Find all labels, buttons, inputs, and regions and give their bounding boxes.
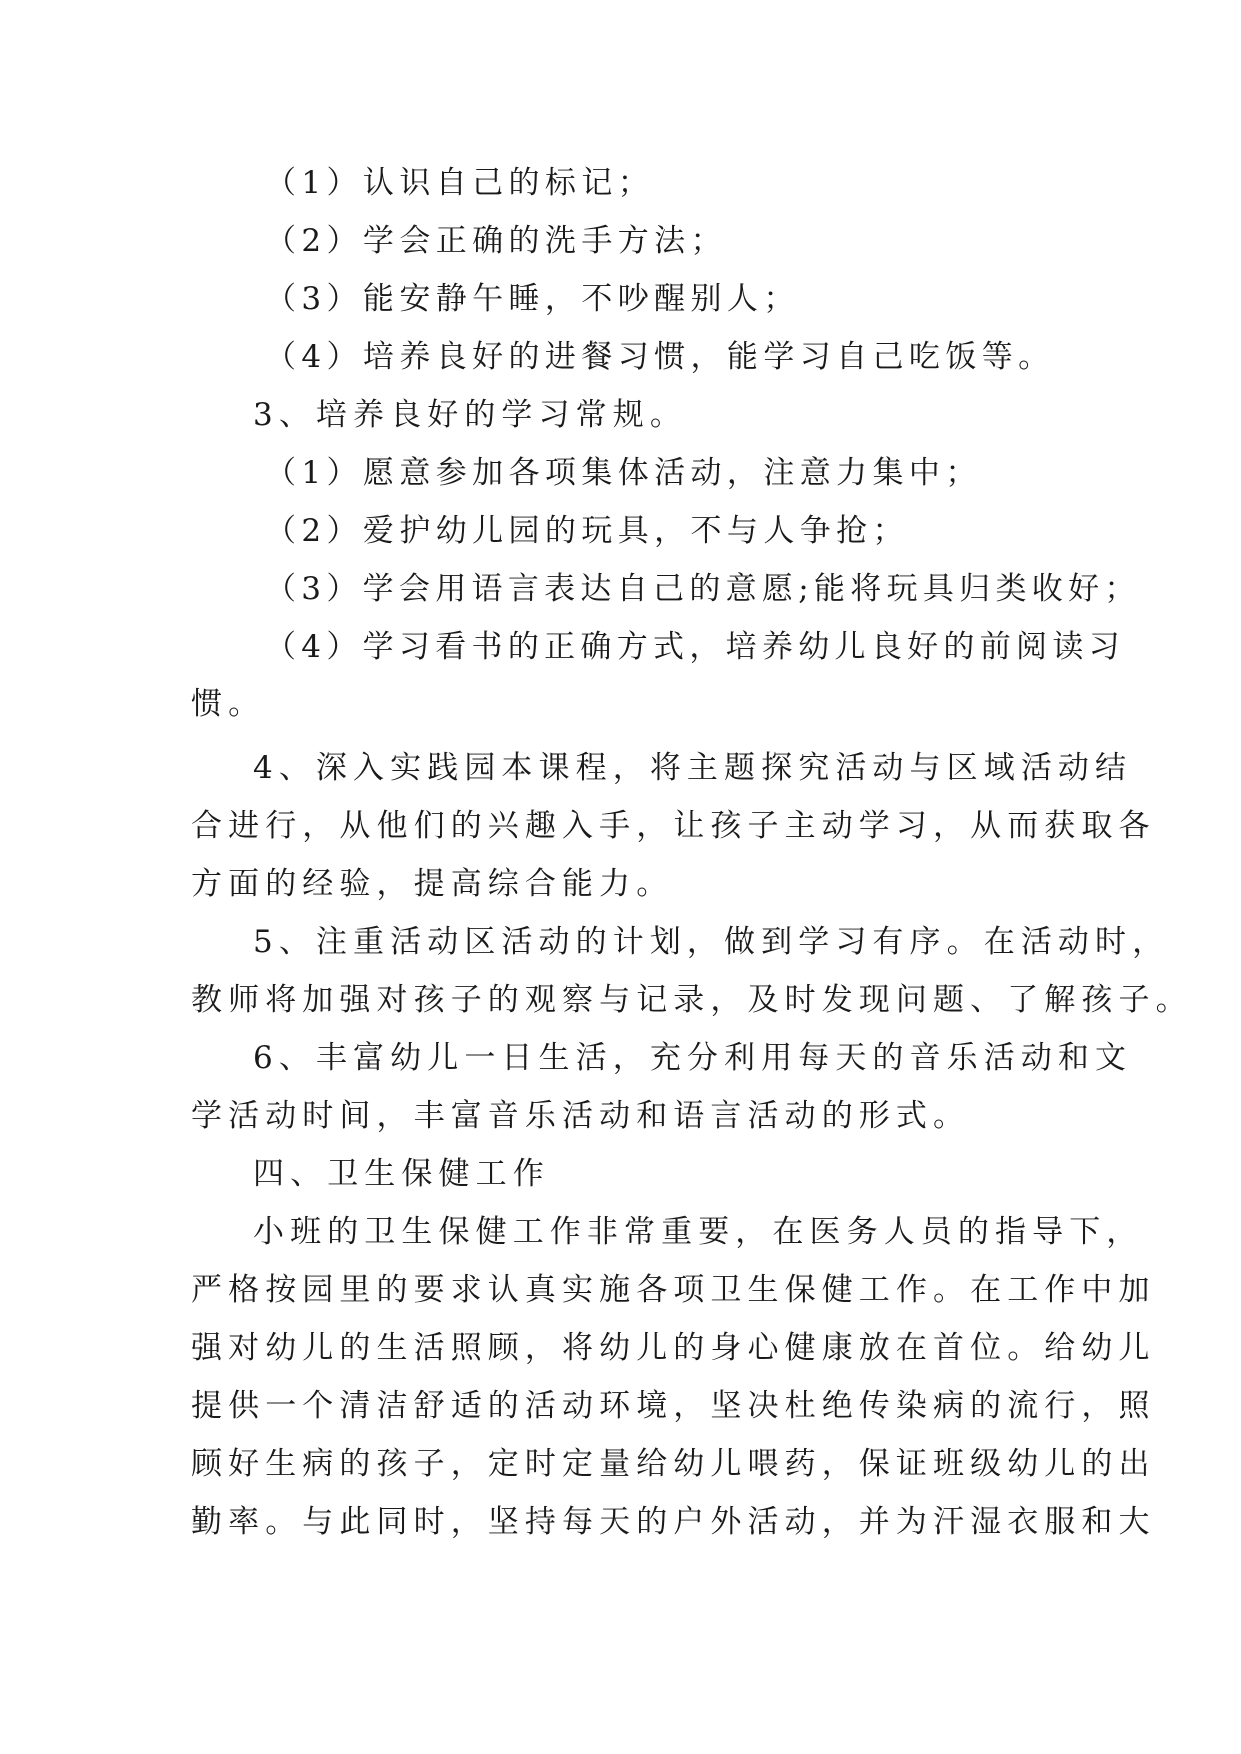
- paragraph-line: 小班的卫生保健工作非常重要，在医务人员的指导下，: [253, 1214, 1144, 1250]
- paragraph-line: 合进行，从他们的兴趣入手，让孩子主动学习，从而获取各: [191, 808, 1156, 844]
- paragraph-line: 教师将加强对孩子的观察与记录，及时发现问题、了解孩子。: [191, 982, 1193, 1018]
- paragraph-line: 惯。: [191, 686, 266, 722]
- paragraph-line: 勤率。与此同时，坚持每天的户外活动，并为汗湿衣服和大: [191, 1504, 1156, 1540]
- section-heading: 3、培养良好的学习常规。: [253, 397, 687, 433]
- paragraph-line: 学活动时间，丰富音乐活动和语言活动的形式。: [191, 1098, 971, 1134]
- paragraph-line: 方面的经验，提高综合能力。: [191, 866, 674, 902]
- list-item: （4）培养良好的进餐习惯，能学习自己吃饭等。: [265, 339, 1055, 375]
- list-item: （2）爱护幼儿园的玩具，不与人争抢；: [265, 513, 909, 549]
- list-item: （3）学会用语言表达自己的意愿;能将玩具归类收好；: [265, 571, 1141, 607]
- paragraph-line: 严格按园里的要求认真实施各项卫生保健工作。在工作中加: [191, 1272, 1156, 1308]
- list-item: （2）学会正确的洗手方法；: [265, 223, 727, 259]
- list-item: （1）认识自己的标记；: [265, 165, 655, 201]
- paragraph-line: 4、深入实践园本课程，将主题探究活动与区域活动结: [253, 750, 1133, 786]
- paragraph-line: 6、丰富幼儿一日生活，充分利用每天的音乐活动和文: [253, 1040, 1133, 1076]
- list-item: （4）学习看书的正确方式，培养幼儿良好的前阅读习: [265, 629, 1125, 665]
- paragraph-line: 顾好生病的孩子，定时定量给幼儿喂药，保证班级幼儿的出: [191, 1446, 1156, 1482]
- paragraph-line: 强对幼儿的生活照顾，将幼儿的身心健康放在首位。给幼儿: [191, 1330, 1156, 1366]
- list-item: （3）能安静午睡，不吵醒别人；: [265, 281, 800, 317]
- paragraph-line: 5、注重活动区活动的计划，做到学习有序。在活动时，: [253, 924, 1170, 960]
- list-item: （1）愿意参加各项集体活动，注意力集中；: [265, 455, 982, 491]
- section-heading: 四、卫生保健工作: [253, 1156, 550, 1192]
- paragraph-line: 提供一个清洁舒适的活动环境，坚决杜绝传染病的流行，照: [191, 1388, 1156, 1424]
